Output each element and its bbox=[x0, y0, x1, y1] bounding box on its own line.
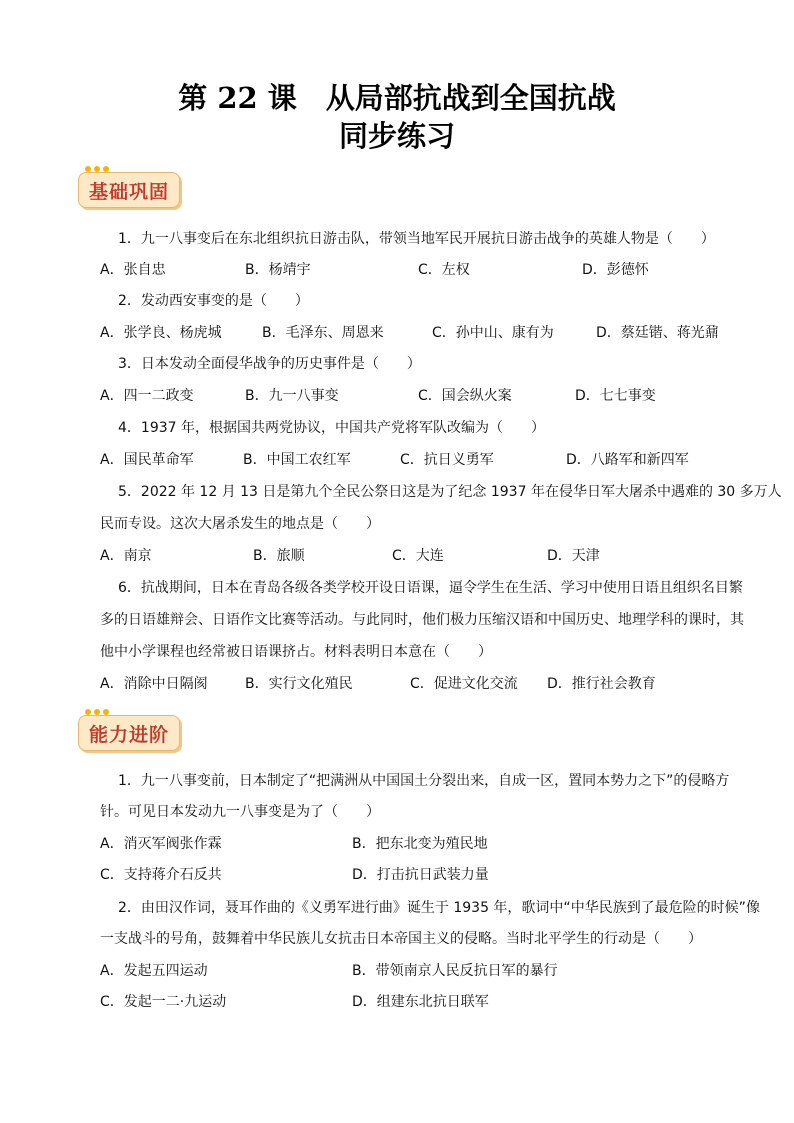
decorative-dots-icon bbox=[85, 709, 109, 715]
option: A．张自忠 bbox=[100, 262, 166, 278]
option: B．把东北变为殖民地 bbox=[352, 836, 488, 852]
section-label-basic: 基础巩固 bbox=[89, 180, 170, 203]
option: C．促进文化交流 bbox=[410, 676, 518, 692]
question-stem: 6．抗战期间，日本在青岛各级各类学校开设日语课，逼令学生在生活、学习中使用日语且组织名目繁 bbox=[118, 580, 743, 596]
option: B．中国工农红军 bbox=[243, 452, 351, 468]
option: D．七七事变 bbox=[575, 388, 656, 404]
option: D．八路军和新四军 bbox=[566, 452, 689, 468]
section-header-basic bbox=[78, 172, 180, 208]
option: B．九一八事变 bbox=[245, 388, 339, 404]
section-header-advanced bbox=[78, 715, 180, 751]
option: C．支持蒋介石反共 bbox=[100, 867, 222, 883]
option: D．天津 bbox=[547, 548, 600, 564]
question-stem: 4．1937 年，根据国共两党协议，中国共产党将军队改编为（ ） bbox=[118, 420, 545, 436]
option: D．打击抗日武装力量 bbox=[352, 867, 489, 883]
question-stem: 5．2022 年 12 月 13 日是第九个全民公祭日这是为了纪念 1937 年在侵华日军大屠杀中遇难的 30 多万人 bbox=[118, 484, 782, 500]
option: A．国民革命军 bbox=[100, 452, 194, 468]
question-stem: 1．九一八事变前，日本制定了“把满洲从中国国土分裂出来，自成一区，置同本势力之下”的侵略方 bbox=[118, 773, 730, 789]
option: C．国会纵火案 bbox=[418, 388, 512, 404]
option: D．彭德怀 bbox=[582, 262, 649, 278]
question-stem: 2．发动西安事变的是（ ） bbox=[118, 293, 309, 309]
option: C．左权 bbox=[418, 262, 470, 278]
question-stem: 一支战斗的号角，鼓舞着中华民族儿女抗击日本帝国主义的侵略。当时北平学生的行动是（ ） bbox=[100, 931, 702, 947]
option: A．四一二政变 bbox=[100, 388, 194, 404]
option: B．毛泽东、周恩来 bbox=[262, 325, 384, 341]
option: A．发起五四运动 bbox=[100, 963, 208, 979]
option: C．抗日义勇军 bbox=[400, 452, 494, 468]
option: C．大连 bbox=[392, 548, 444, 564]
option: C．孙中山、康有为 bbox=[432, 325, 554, 341]
question-stem: 2．由田汉作词，聂耳作曲的《义勇军进行曲》诞生于 1935 年，歌词中“中华民族到了最危险的时候”像 bbox=[118, 900, 760, 916]
question-stem: 3．日本发动全面侵华战争的历史事件是（ ） bbox=[118, 356, 421, 372]
option: A．消灭军阀张作霖 bbox=[100, 836, 222, 852]
section-label-advanced: 能力进阶 bbox=[89, 723, 170, 746]
option: B．实行文化殖民 bbox=[245, 676, 353, 692]
option: B．旅顺 bbox=[253, 548, 305, 564]
option: D．组建东北抗日联军 bbox=[352, 994, 489, 1010]
option: D．推行社会教育 bbox=[547, 676, 656, 692]
option: C．发起一二·九运动 bbox=[100, 994, 227, 1010]
question-stem: 他中小学课程也经常被日语课挤占。材料表明日本意在（ ） bbox=[100, 644, 492, 660]
option: B．杨靖宇 bbox=[245, 262, 311, 278]
question-stem: 针。可见日本发动九一八事变是为了（ ） bbox=[100, 804, 380, 820]
page-title-line-2: 同步练习 bbox=[338, 119, 455, 153]
option: B．带领南京人民反抗日军的暴行 bbox=[352, 963, 558, 979]
option: A．南京 bbox=[100, 548, 152, 564]
question-stem: 民而专设。这次大屠杀发生的地点是（ ） bbox=[100, 516, 380, 532]
option: D．蔡廷锴、蒋光鼐 bbox=[596, 325, 719, 341]
page-title-line-1: 第 22 课 从局部抗战到全国抗战 bbox=[178, 81, 616, 115]
question-stem: 多的日语雄辩会、日语作文比赛等活动。与此同时，他们极力压缩汉语和中国历史、地理学科的课时，其 bbox=[100, 612, 744, 628]
option: A．消除中日隔阂 bbox=[100, 676, 208, 692]
decorative-dots-icon bbox=[85, 166, 109, 172]
question-stem: 1．九一八事变后在东北组织抗日游击队，带领当地军民开展抗日游击战争的英雄人物是（ ） bbox=[118, 231, 715, 247]
option: A．张学良、杨虎城 bbox=[100, 325, 222, 341]
